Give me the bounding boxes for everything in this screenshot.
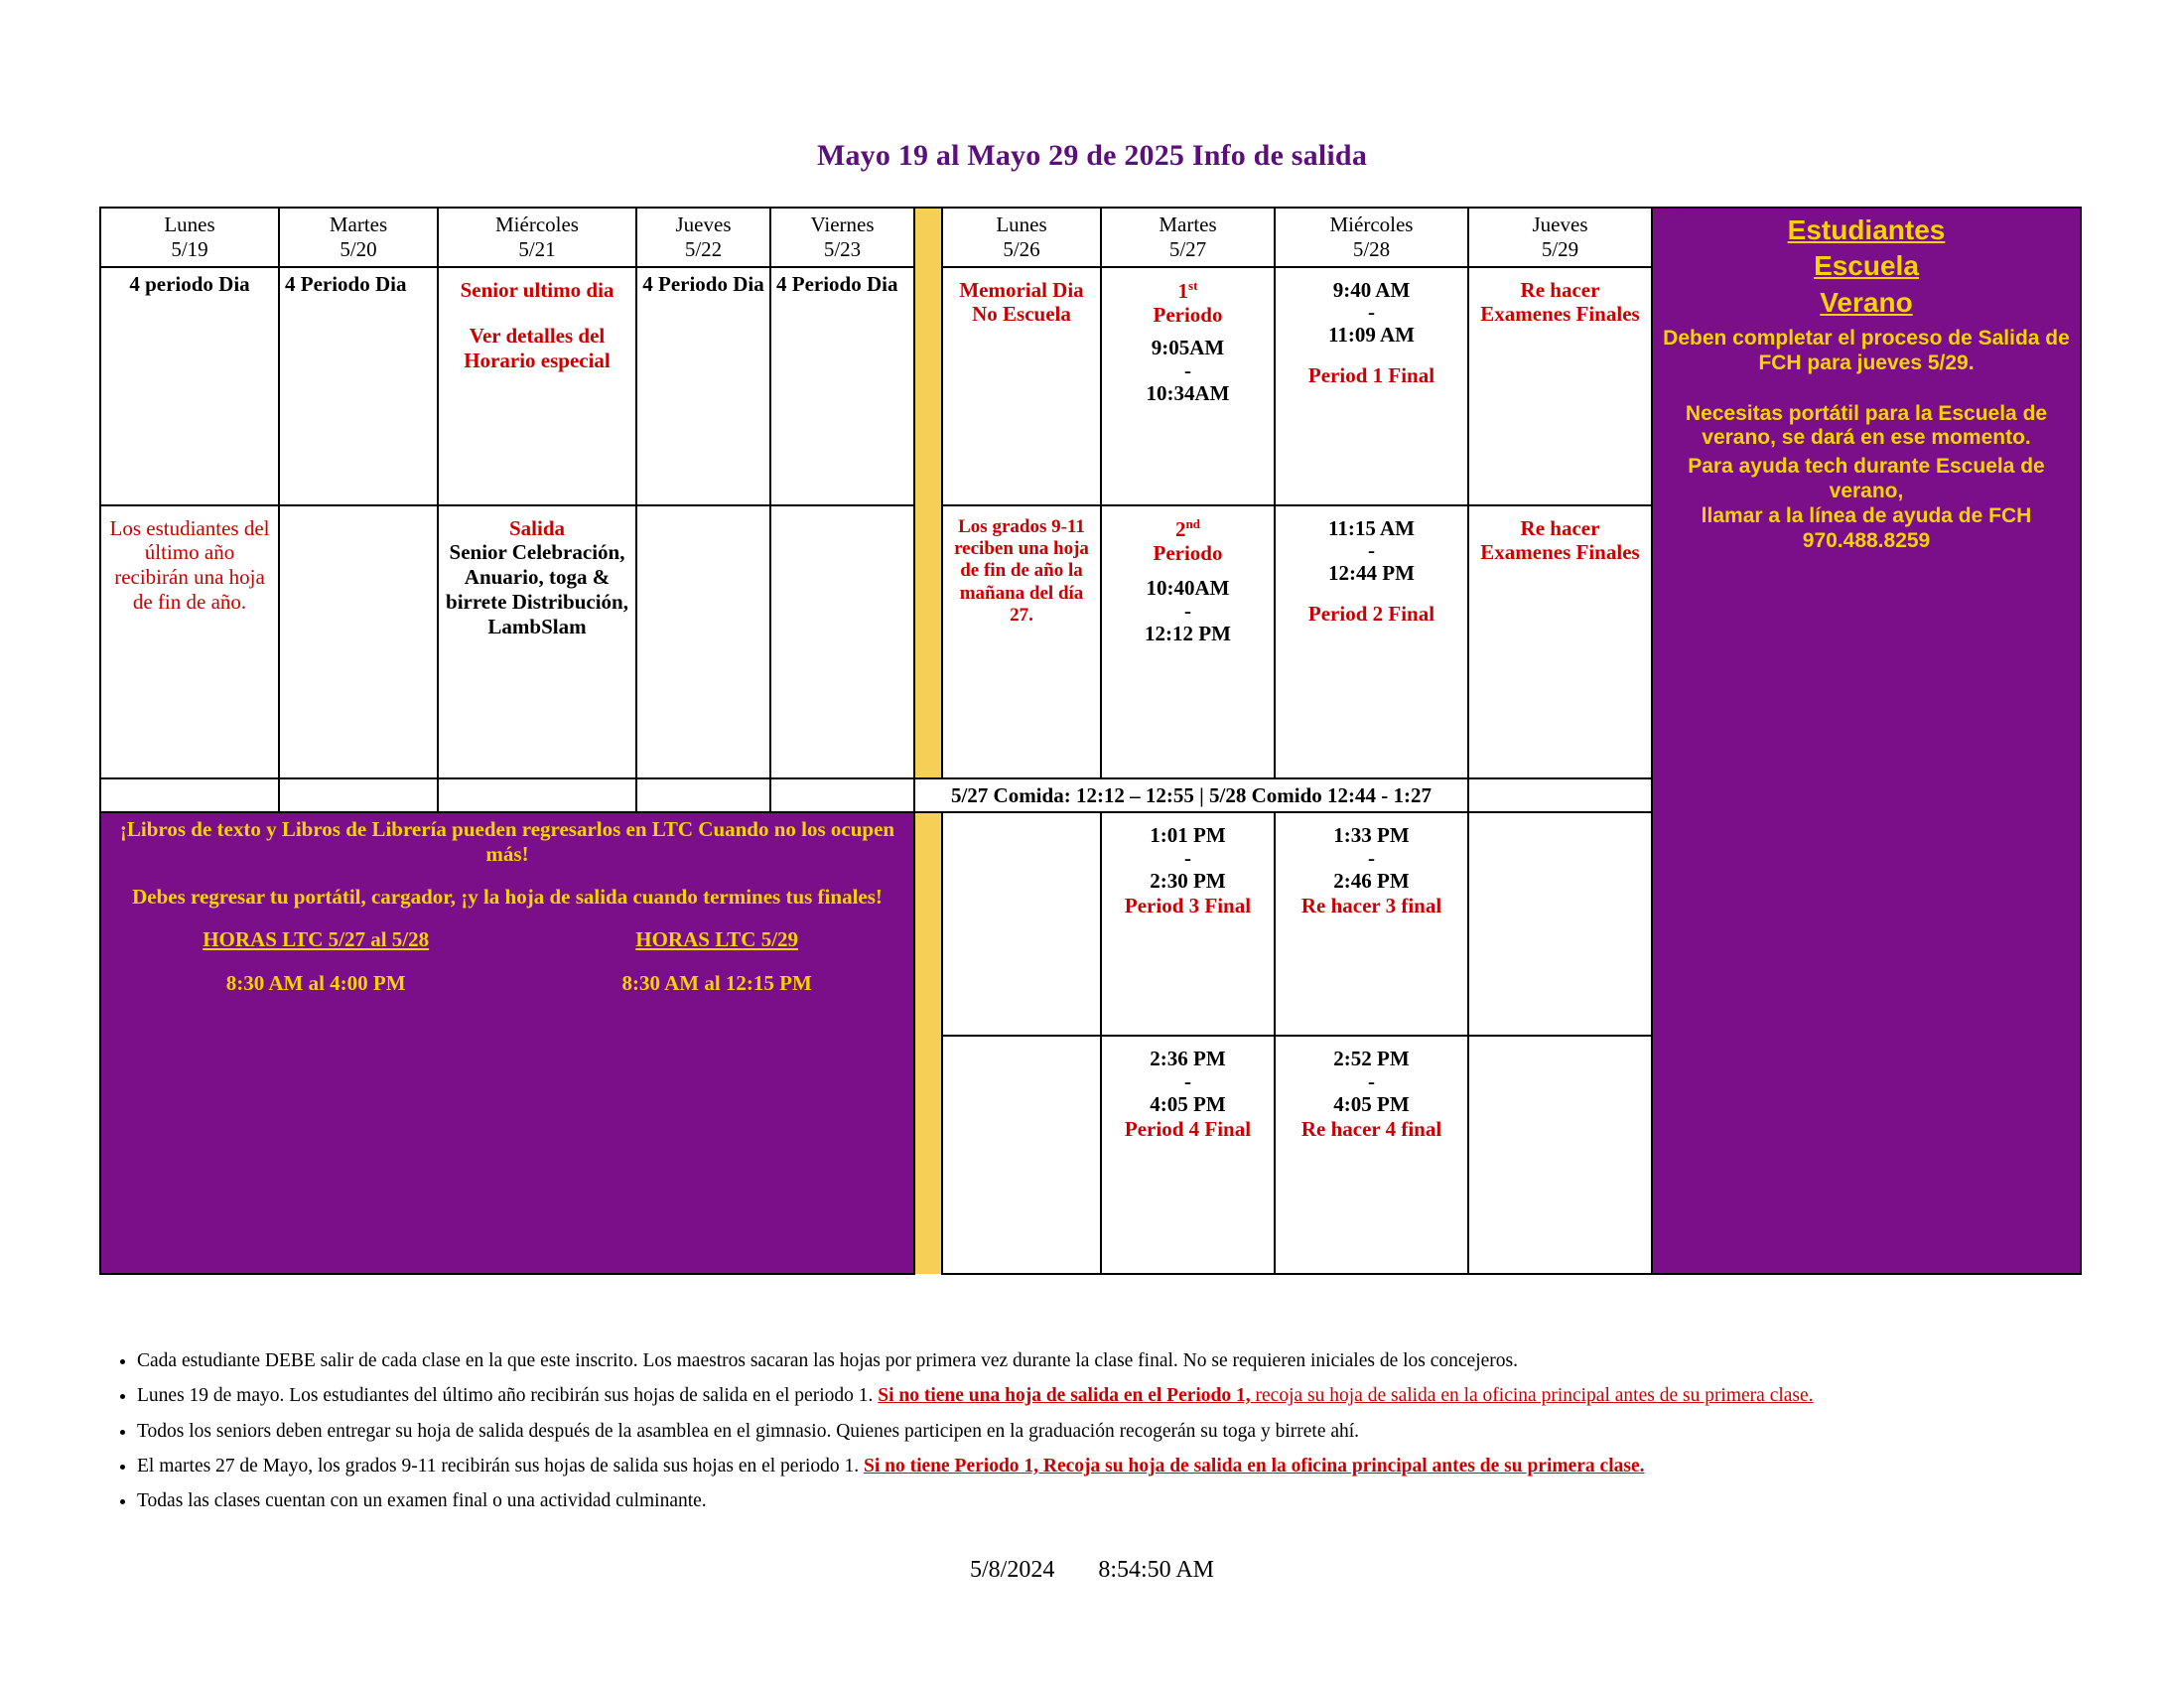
cell-tue27-r2: [1101, 505, 1275, 778]
sidebar-heading-line2: Escuela: [1814, 250, 1919, 282]
ltc-hours-1: [203, 927, 429, 997]
cell-text: 4 Periodo Dia: [642, 271, 764, 296]
ltc-hours-row: [106, 927, 908, 997]
cell-mon26-r4: [942, 1036, 1101, 1274]
cell-empty-5: [770, 778, 914, 813]
header-day-label: Lunes: [164, 212, 215, 236]
cell-text: Memorial Dia No Escuela: [959, 277, 1084, 327]
period-label: [1107, 510, 1269, 542]
header-date-label: 5/29: [1541, 236, 1579, 261]
cell-empty-1: [100, 778, 279, 813]
cell-text: 4 Periodo Dia: [285, 271, 407, 296]
note-text: Todos los seniors deben entregar su hoja de salida después de la asamblea en el gimnasio. Quienes participen en la graduación recogerán su toga y birrete ahí.: [137, 1420, 1360, 1442]
exam-label: Period 3 Final: [1124, 893, 1252, 917]
schedule-table-wrapper: [99, 207, 2080, 1275]
note-emphasis-tail: recoja su hoja de salida en la oficina principal antes de su primera clase.: [1250, 1385, 1814, 1407]
period-ordinal: st: [1188, 277, 1198, 293]
period-number: 1: [1177, 278, 1189, 303]
time-dash: -: [1368, 538, 1375, 563]
period-word: Periodo: [1153, 303, 1223, 328]
cell-text: 4 periodo Dia: [129, 271, 250, 296]
start-time: 9:05AM: [1151, 336, 1225, 360]
sidebar-paragraph-2: Necesitas portátil para la Escuela de verano, se dará en ese momento.: [1685, 401, 2048, 450]
notice-line-1: ¡Libros de texto y Libros de Librería pueden regresarlos en LTC Cuando no los ocupen más!: [119, 817, 895, 867]
list-item: [137, 1454, 2085, 1479]
cell-tue20-r2: [279, 505, 438, 778]
cell-empty-2: [279, 778, 438, 813]
header-thu-22: [636, 208, 770, 267]
time-dash: -: [1368, 846, 1375, 871]
notice-line-2: Debes regresar tu portátil, cargador, ¡y la hoja de salida cuando termines tus finales!: [132, 884, 883, 909]
sidebar-phone-number: 970.488.8259: [1802, 528, 1931, 552]
exam-label: Period 2 Final: [1307, 602, 1435, 627]
time-dash: -: [1368, 1069, 1375, 1094]
start-time: 10:40AM: [1146, 576, 1230, 601]
cell-thu29-r2: [1468, 505, 1652, 778]
ltc-hours-1-title: HORAS LTC 5/27 al 5/28: [203, 926, 430, 951]
note-text: Todas las clases cuentan con un examen final o una actividad culminante.: [137, 1490, 707, 1512]
cell-thu22-r2: [636, 505, 770, 778]
time-dash: -: [1184, 357, 1191, 382]
cell-text: Re hacer Examenes Finales: [1480, 515, 1640, 565]
header-wed-28: [1275, 208, 1468, 267]
lunch-times-cell: 5/27 Comida: 12:12 – 12:55 | 5/28 Comido 12:44 - 1:27: [914, 778, 1468, 813]
books-return-notice: [100, 812, 914, 1274]
cell-text: 4 Periodo Dia: [776, 271, 898, 296]
note-text: Lunes 19 de mayo. Los estudiantes del último año recibirán sus hojas de salida en el periodo 1.: [137, 1385, 879, 1407]
header-day-label: Viernes: [810, 212, 875, 236]
header-date-label: 5/28: [1352, 236, 1391, 261]
exam-label: Re hacer 4 final: [1300, 1116, 1442, 1141]
start-time: 1:33 PM: [1333, 823, 1410, 848]
week-divider: [914, 208, 942, 778]
sidebar-paragraph-1: Deben completar el proceso de Salida de FCH para jueves 5/29.: [1663, 327, 2070, 374]
note-emphasis: Si no tiene una hoja de salida en el Periodo 1,: [878, 1385, 1251, 1407]
cell-fri23-r1: [770, 267, 914, 505]
header-date-label: 5/27: [1168, 236, 1207, 261]
cell-wed28-r3: [1275, 812, 1468, 1036]
cell-empty-3: [438, 778, 636, 813]
cell-text: Senior ultimo dia: [460, 277, 614, 302]
period-label: [1107, 272, 1269, 304]
cell-thu29-r1: [1468, 267, 1652, 505]
cell-fri23-r2: [770, 505, 914, 778]
exam-label: Re hacer 3 final: [1300, 893, 1442, 917]
end-time: 10:34AM: [1146, 380, 1230, 405]
cell-wed28-r2: [1275, 505, 1468, 778]
time-dash: -: [1184, 846, 1191, 871]
list-item: [137, 1348, 2085, 1374]
cell-text: Los estudiantes del último año recibirán una hoja de fin de año.: [109, 515, 270, 614]
header-date-label: 5/26: [1003, 236, 1040, 261]
cell-text: Re hacer Examenes Finales: [1480, 277, 1640, 327]
header-day-label: Jueves: [1532, 212, 1588, 236]
header-tue-20: [279, 208, 438, 267]
cell-tue27-r4: [1101, 1036, 1275, 1274]
sidebar-paragraph-4: llamar a la línea de ayuda de FCH: [1701, 503, 2032, 527]
header-thu-29: [1468, 208, 1652, 267]
header-fri-23: [770, 208, 914, 267]
sidebar-heading-line1: Estudiantes: [1787, 214, 1946, 245]
header-day-label: Lunes: [996, 212, 1047, 236]
list-item: [137, 1383, 2085, 1409]
note-emphasis: Si no tiene Periodo 1, Recoja su hoja de salida en la oficina principal antes de su primera clase.: [864, 1455, 1645, 1477]
cell-empty-4: [636, 778, 770, 813]
end-time: 12:12 PM: [1145, 621, 1231, 645]
cell-wed21-r2: [438, 505, 636, 778]
header-mon-19: [100, 208, 279, 267]
ltc-hours-2-title: HORAS LTC 5/29: [635, 926, 799, 951]
cell-title: Salida: [508, 515, 566, 540]
end-time: 11:09 AM: [1328, 323, 1415, 348]
exam-label: Period 4 Final: [1124, 1116, 1252, 1141]
cell-wed28-r4: [1275, 1036, 1468, 1274]
cell-mon19-r1: [100, 267, 279, 505]
ltc-hours-1-value: 8:30 AM al 4:00 PM: [225, 971, 406, 996]
header-mon-26: [942, 208, 1101, 267]
cell-text: Los grados 9-11 reciben una hoja de fin de año la mañana del día 27.: [954, 515, 1089, 627]
cell-tue20-r1: [279, 267, 438, 505]
schedule-table: [99, 207, 2082, 1275]
cell-mon26-r1: [942, 267, 1101, 505]
header-day-label: Martes: [1159, 212, 1217, 236]
cell-tue27-r3: [1101, 812, 1275, 1036]
cell-mon26-r2: [942, 505, 1101, 778]
start-time: 2:36 PM: [1150, 1047, 1226, 1071]
list-item: [137, 1488, 2085, 1514]
period-number: 2: [1175, 516, 1186, 541]
exam-label: Period 1 Final: [1307, 363, 1435, 388]
period-word: Periodo: [1153, 541, 1223, 566]
end-time: 4:05 PM: [1150, 1092, 1226, 1117]
cell-tue27-r1: [1101, 267, 1275, 505]
sidebar-heading-line3: Verano: [1820, 286, 1913, 318]
sidebar-paragraph-3: Para ayuda tech durante Escuela de verano,: [1688, 455, 2045, 502]
header-date-label: 5/23: [823, 236, 862, 261]
footer: [0, 1557, 2184, 1584]
cell-text: Senior Celebración, Anuario, toga & birrete Distribución, LambSlam: [446, 540, 628, 638]
header-tue-27: [1101, 208, 1275, 267]
cell-mon19-r2: [100, 505, 279, 778]
start-time: 2:52 PM: [1333, 1047, 1410, 1071]
header-day-label: Miércoles: [495, 212, 579, 236]
cell-thu22-r1: [636, 267, 770, 505]
header-date-label: 5/22: [684, 236, 723, 261]
time-dash: -: [1368, 300, 1375, 325]
cell-thu29-r3: [1468, 812, 1652, 1036]
footer-time: 8:54:50 AM: [1098, 1557, 1215, 1583]
footer-date: 5/8/2024: [969, 1557, 1055, 1583]
end-time: 2:46 PM: [1333, 869, 1410, 894]
period-ordinal: nd: [1185, 515, 1200, 531]
list-item: [137, 1419, 2085, 1445]
time-dash: -: [1184, 598, 1191, 623]
page-title: Mayo 19 al Mayo 29 de 2025 Info de salida: [816, 139, 1368, 172]
table-header-row: [100, 208, 2081, 267]
notes-list: [99, 1348, 2085, 1524]
cell-thu29-r4: [1468, 1036, 1652, 1274]
note-text: El martes 27 de Mayo, los grados 9-11 recibirán sus hojas de salida sus hojas en el periodo 1.: [137, 1455, 864, 1477]
cell-wed28-r1: [1275, 267, 1468, 505]
week-divider-lower: [914, 812, 942, 1274]
time-dash: -: [1184, 1069, 1191, 1094]
header-date-label: 5/20: [340, 236, 377, 261]
cell-wed21-r1: [438, 267, 636, 505]
header-day-label: Martes: [329, 212, 388, 236]
end-time: 12:44 PM: [1328, 561, 1415, 586]
header-wed-21: [438, 208, 636, 267]
start-time: 11:15 AM: [1328, 515, 1415, 540]
start-time: 9:40 AM: [1332, 277, 1411, 302]
header-day-label: Miércoles: [1329, 212, 1414, 236]
header-day-label: Jueves: [675, 212, 732, 236]
end-time: 4:05 PM: [1333, 1092, 1410, 1117]
ltc-hours-2: [622, 927, 812, 997]
start-time: 1:01 PM: [1150, 823, 1226, 848]
cell-text-secondary: Ver detalles del Horario especial: [464, 324, 611, 373]
ltc-hours-2-value: 8:30 AM al 12:15 PM: [621, 971, 812, 996]
summer-school-sidebar: [1652, 208, 2081, 1274]
cell-mon26-r3: [942, 812, 1101, 1036]
note-text: Cada estudiante DEBE salir de cada clase en la que este inscrito. Los maestros sacaran las hojas por primera vez durante la clase final. No se requieren iniciales de los concejeros.: [137, 1350, 1518, 1371]
header-date-label: 5/21: [518, 236, 556, 261]
end-time: 2:30 PM: [1150, 869, 1226, 894]
header-date-label: 5/19: [171, 236, 208, 261]
